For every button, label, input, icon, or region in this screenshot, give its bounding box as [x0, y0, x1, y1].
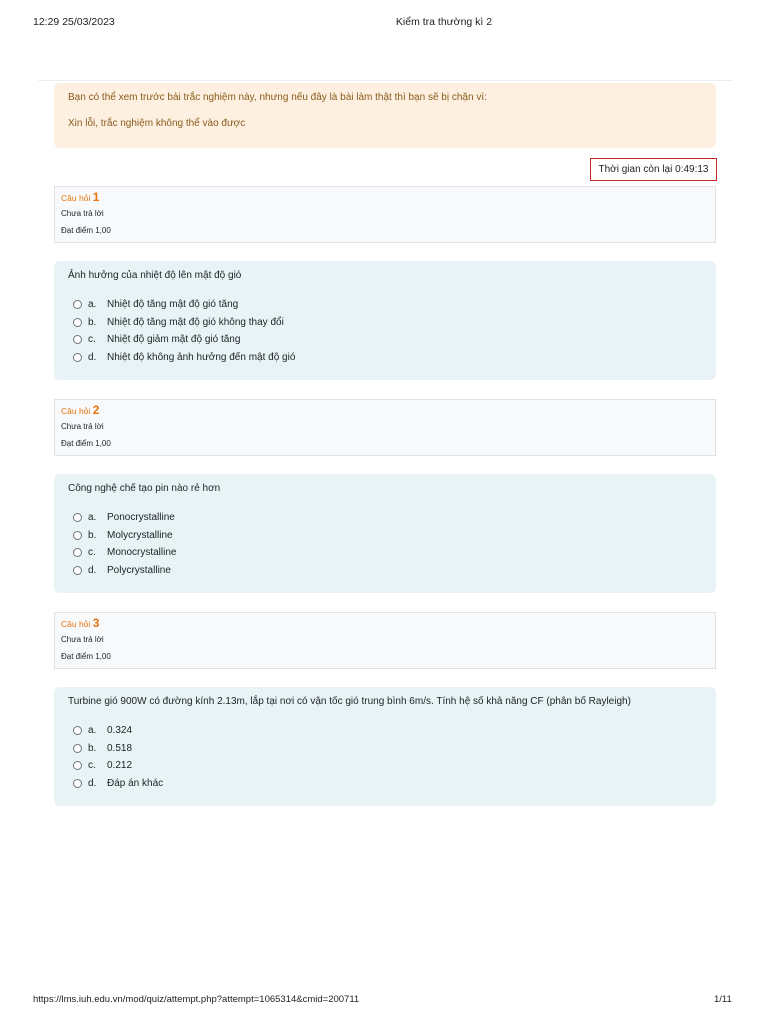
radio-button[interactable]: [73, 726, 82, 735]
option-text: Ponocrystalline: [107, 512, 175, 524]
quiz-timer: [590, 158, 717, 181]
option-letter: d.: [88, 352, 97, 364]
question-state: Chưa trả lời: [61, 635, 104, 644]
question-number-value: 1: [92, 190, 100, 204]
question-info-2: [54, 399, 716, 456]
question-label: Câu hỏi: [61, 193, 91, 203]
option-letter: d.: [88, 778, 97, 790]
notice-text: Bạn có thể xem trước bài trắc nghiệm này, nhưng nếu đây là bài làm thật thì bạn sẽ bị chặn vì:: [68, 92, 487, 103]
notice-reason: Xin lỗi, trắc nghiệm không thể vào được: [68, 118, 246, 129]
question-body-1: [54, 261, 716, 380]
question-number: [61, 190, 709, 205]
question-grade: Đạt điểm 1,00: [61, 226, 111, 235]
question-state: Chưa trả lời: [61, 422, 104, 431]
radio-button[interactable]: [73, 318, 82, 327]
answer-option[interactable]: [68, 509, 702, 527]
option-letter: b.: [88, 316, 97, 328]
timer-label: Thời gian còn lại 0:49:13: [598, 164, 709, 175]
question-state: Chưa trả lời: [61, 209, 104, 218]
question-number: [61, 616, 709, 631]
answer-option[interactable]: [68, 562, 702, 580]
option-text: 0.212: [107, 760, 133, 772]
question-number: [61, 403, 709, 418]
page-url: https://lms.iuh.edu.vn/mod/quiz/attempt.php?attempt=1065314&cmid=200711: [33, 994, 360, 1005]
question-number-value: 2: [92, 403, 100, 417]
option-letter: a.: [88, 725, 97, 737]
radio-button[interactable]: [73, 531, 82, 540]
question-label: Câu hỏi: [61, 406, 91, 416]
radio-button[interactable]: [73, 761, 82, 770]
question-number-value: 3: [92, 616, 100, 630]
option-text: Polycrystalline: [107, 565, 171, 577]
option-letter: a.: [88, 512, 97, 524]
radio-button[interactable]: [73, 548, 82, 557]
question-text: Ảnh hưởng của nhiệt độ lên mật độ gió: [68, 270, 242, 281]
quiz-notice: [54, 83, 716, 148]
option-text: Monocrystalline: [107, 547, 177, 559]
question-grade: Đạt điểm 1,00: [61, 439, 111, 448]
radio-button[interactable]: [73, 779, 82, 788]
answer-option[interactable]: [68, 296, 702, 314]
option-text: Nhiệt độ tăng mật độ gió không thay đổi: [107, 316, 284, 328]
print-header: [0, 16, 768, 32]
radio-button[interactable]: [73, 513, 82, 522]
radio-button[interactable]: [73, 744, 82, 753]
answer-option[interactable]: [68, 527, 702, 545]
option-letter: a.: [88, 299, 97, 311]
option-text: Đáp án khác: [107, 778, 164, 790]
answer-option[interactable]: [68, 740, 702, 758]
question-body-3: [54, 687, 716, 806]
print-datetime: 12:29 25/03/2023: [33, 16, 115, 28]
print-title: Kiểm tra thường kì 2: [395, 16, 493, 28]
question-label: Câu hỏi: [61, 619, 91, 629]
answer-option[interactable]: [68, 349, 702, 367]
divider: [38, 80, 732, 81]
answer-option[interactable]: [68, 314, 702, 332]
option-text: 0.324: [107, 725, 133, 737]
option-letter: b.: [88, 529, 97, 541]
answer-option[interactable]: [68, 544, 702, 562]
option-text: Molycrystalline: [107, 529, 173, 541]
question-info-3: [54, 612, 716, 669]
option-letter: b.: [88, 742, 97, 754]
option-text: Nhiệt độ không ảnh hưởng đến mật độ gió: [107, 352, 296, 364]
radio-button[interactable]: [73, 566, 82, 575]
option-letter: c.: [88, 760, 96, 772]
option-letter: c.: [88, 547, 96, 559]
page-number: 1/11: [714, 994, 732, 1005]
option-text: Nhiệt độ tăng mật độ gió tăng: [107, 299, 239, 311]
answer-option[interactable]: [68, 775, 702, 793]
answer-option[interactable]: [68, 331, 702, 349]
answer-option[interactable]: [68, 757, 702, 775]
option-text: 0.518: [107, 742, 133, 754]
question-body-2: [54, 474, 716, 593]
option-letter: c.: [88, 334, 96, 346]
option-text: Nhiệt độ giảm mật độ gió tăng: [107, 334, 241, 346]
option-letter: d.: [88, 565, 97, 577]
question-text: Turbine gió 900W có đường kính 2.13m, lắp tại nơi có vận tốc gió trung bình 6m/s. Tính hệ số khả năng CF (phân bố Rayleigh): [68, 696, 631, 707]
radio-button[interactable]: [73, 335, 82, 344]
question-grade: Đạt điểm 1,00: [61, 652, 111, 661]
answer-option[interactable]: [68, 722, 702, 740]
radio-button[interactable]: [73, 300, 82, 309]
question-info-1: [54, 186, 716, 243]
radio-button[interactable]: [73, 353, 82, 362]
question-text: Công nghệ chế tạo pin nào rẻ hơn: [68, 483, 221, 494]
